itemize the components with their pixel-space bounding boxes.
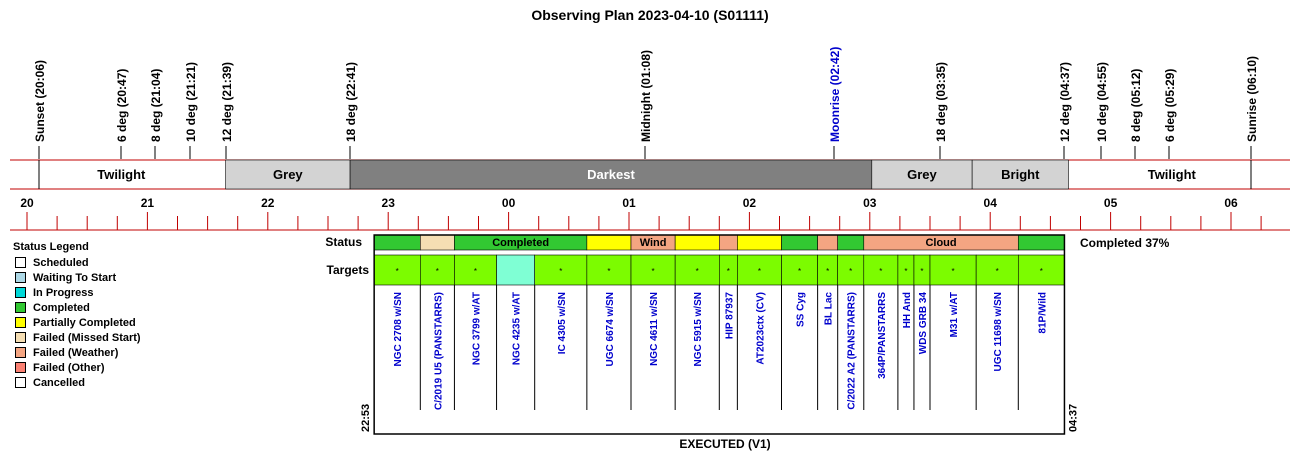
- target-name[interactable]: WDS GRB 34: [917, 292, 929, 355]
- target-marker: *: [798, 267, 802, 276]
- event-label: 12 deg (04:37): [1058, 61, 1072, 142]
- target-name[interactable]: NGC 3799 w/AT: [471, 292, 483, 366]
- target-name[interactable]: HH And: [901, 292, 913, 329]
- target-marker: *: [904, 267, 908, 276]
- target-name[interactable]: BL Lac: [823, 292, 835, 326]
- status-segment-label: Wind: [639, 237, 667, 249]
- target-name[interactable]: IC 4305 w/SN: [556, 292, 568, 355]
- target-name[interactable]: SS Cyg: [795, 292, 807, 328]
- target-name[interactable]: NGC 4611 w/SN: [649, 292, 661, 366]
- target-names: [393, 285, 1048, 410]
- status-segment: [1018, 235, 1064, 250]
- target-marker: *: [826, 267, 830, 276]
- event-label: 12 deg (21:39): [220, 61, 234, 142]
- target-name[interactable]: UGC 11698 w/SN: [993, 292, 1005, 372]
- event-label: 6 deg (05:29): [1163, 68, 1177, 142]
- target-marker: *: [757, 267, 761, 276]
- sky-band-label: Grey: [273, 167, 303, 182]
- target-name[interactable]: NGC 4235 w/AT: [511, 292, 523, 366]
- status-segment: [838, 235, 864, 250]
- legend-swatch: [16, 303, 26, 313]
- target-name[interactable]: C/2022 A2 (PANSTARRS): [846, 292, 858, 410]
- legend-swatch: [16, 288, 26, 298]
- event-label: 18 deg (22:41): [344, 61, 358, 142]
- event-label: Midnight (01:08): [639, 50, 653, 142]
- target-marker: *: [726, 267, 730, 276]
- executed-label: EXECUTED (V1): [679, 437, 771, 451]
- executed-end-time: 04:37: [1067, 403, 1080, 432]
- event-label: 6 deg (20:47): [115, 68, 129, 142]
- legend-swatch: [16, 333, 26, 343]
- target-marker: *: [651, 267, 655, 276]
- legend-swatch: [16, 363, 26, 373]
- target-name[interactable]: C/2019 U5 (PANSTARRS): [433, 292, 445, 410]
- target-name[interactable]: UGC 6674 w/SN: [604, 292, 616, 367]
- sky-band-label: Grey: [907, 167, 937, 182]
- sky-band-label: Twilight: [97, 167, 146, 182]
- target-marker: *: [951, 267, 955, 276]
- target-name[interactable]: 81P/Wild: [1037, 292, 1049, 334]
- event-label: 8 deg (05:12): [1129, 68, 1143, 142]
- hour-label: 21: [140, 196, 155, 210]
- hour-label: 23: [381, 196, 395, 210]
- status-row: [374, 235, 1064, 250]
- target-marker: *: [695, 267, 699, 276]
- sky-band-label: Darkest: [587, 167, 635, 182]
- legend-swatch: [16, 273, 26, 283]
- target-name[interactable]: M31 w/AT: [949, 292, 961, 338]
- legend-item: Scheduled: [33, 257, 89, 269]
- event-markers: [33, 47, 1259, 159]
- hour-label: 00: [501, 196, 516, 210]
- legend-item: Failed (Missed Start): [33, 332, 141, 344]
- hour-label: 04: [983, 196, 997, 210]
- target-name[interactable]: NGC 2708 w/SN: [393, 292, 405, 367]
- completion-text: Completed 37%: [1080, 236, 1170, 250]
- hour-label: 06: [1224, 196, 1238, 210]
- hour-label: 05: [1103, 196, 1118, 210]
- legend-item: Failed (Weather): [33, 347, 119, 359]
- status-segment-label: Completed: [492, 237, 550, 249]
- status-segment-label: Cloud: [925, 237, 957, 249]
- legend-swatch: [16, 348, 26, 358]
- legend-item: Waiting To Start: [33, 272, 117, 284]
- status-segment: [374, 235, 420, 250]
- legend-title: Status Legend: [13, 241, 89, 253]
- event-label: Sunset (20:06): [33, 59, 47, 142]
- target-marker: *: [435, 267, 439, 276]
- legend-item: In Progress: [33, 287, 94, 299]
- status-segment: [782, 235, 818, 250]
- target-marker: *: [920, 267, 924, 276]
- sky-band-label: Bright: [1001, 167, 1040, 182]
- hour-label: 02: [742, 196, 757, 210]
- target-marker: *: [995, 267, 999, 276]
- target-marker: *: [879, 267, 883, 276]
- event-label: Sunrise (06:10): [1245, 55, 1259, 142]
- target-name[interactable]: AT2023ctx (CV): [755, 292, 767, 365]
- legend-item: Partially Completed: [33, 317, 136, 329]
- sky-band-label: Twilight: [1147, 167, 1196, 182]
- event-label: 18 deg (03:35): [934, 61, 948, 142]
- hour-label: 03: [863, 196, 877, 210]
- sky-condition-bar: [10, 160, 1290, 189]
- event-label: Moonrise (02:42): [828, 46, 842, 142]
- status-segment: [675, 235, 719, 250]
- targets-row-label: Targets: [326, 263, 369, 277]
- targets-row: [374, 255, 1064, 285]
- status-row-label: Status: [325, 235, 362, 249]
- event-label: 10 deg (04:55): [1095, 61, 1109, 142]
- legend-item: Completed: [33, 302, 90, 314]
- time-axis: [10, 196, 1290, 230]
- event-label: 8 deg (21:04): [149, 68, 163, 142]
- hour-label: 20: [20, 196, 34, 210]
- status-segment: [818, 235, 838, 250]
- status-segment: [719, 235, 737, 250]
- legend-item: Failed (Other): [33, 362, 105, 374]
- hour-label: 01: [622, 196, 636, 210]
- event-label: 10 deg (21:21): [184, 61, 198, 142]
- legend-swatch: [16, 258, 26, 268]
- status-segment: [587, 235, 631, 250]
- target-name[interactable]: NGC 5915 w/SN: [693, 292, 705, 367]
- legend-swatch: [16, 378, 26, 388]
- legend-item: Cancelled: [33, 377, 85, 389]
- legend-swatch: [16, 318, 26, 328]
- hour-label: 22: [261, 196, 275, 210]
- target-marker: *: [395, 267, 399, 276]
- target-marker: *: [473, 267, 478, 276]
- status-legend: [13, 241, 141, 389]
- target-marker: *: [849, 267, 853, 276]
- target-name[interactable]: HIP 87937: [724, 292, 736, 340]
- executed-start-time: 22:53: [360, 403, 373, 432]
- status-segment: [737, 235, 781, 250]
- status-segment: [420, 235, 454, 250]
- target-marker: *: [559, 267, 563, 276]
- target-marker: *: [607, 267, 611, 276]
- target-block[interactable]: [497, 255, 535, 285]
- target-marker: *: [1039, 267, 1043, 276]
- plan-title: Observing Plan 2023-04-10 (S01111): [531, 7, 769, 23]
- target-name[interactable]: 364P/PANSTARRS: [876, 292, 888, 379]
